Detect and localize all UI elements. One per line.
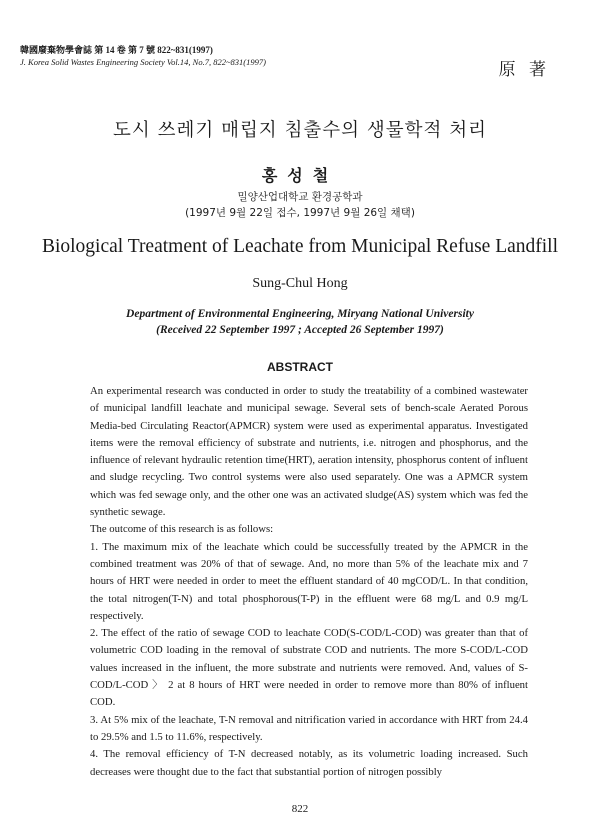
korean-affiliation-block [0,189,600,221]
abstract-heading: ABSTRACT [267,360,333,374]
korean-title: 도시 쓰레기 매립지 침출수의 생물학적 처리 [112,120,488,141]
korean-dates: (1997년 9월 22일 접수, 1997년 9월 26일 채택) [185,207,415,219]
abstract-paragraph: The outcome of this research is as follows: [90,523,274,536]
journal-name-english: J. Korea Solid Wastes Engineering Society Vol.14, No.7, 822~831(1997) [20,57,266,67]
journal-header [20,44,266,68]
english-affiliation: Department of Environmental Engineering, Miryang National University [126,308,474,320]
korean-affiliation: 밀양산업대학교 환경공학과 [237,191,363,203]
english-author: Sung-Chul Hong [252,276,348,291]
english-affiliation-block [0,306,600,338]
article-type-tag: 原 著 [498,60,550,80]
english-dates: (Received 22 September 1997 ; Accepted 26 September 1997) [156,324,444,336]
abstract-paragraph: 3. At 5% mix of the leachate, T-N removal and nitrification varied in accordance with HRT from 24.4 to 29.5% and 1.5 to 11.6%, respectively. [90,713,528,743]
korean-author: 홍성철 [261,166,339,185]
english-title: Biological Treatment of Leachate from Municipal Refuse Landfill [41,236,559,257]
abstract-body [90,383,528,781]
abstract-paragraph: An experimental research was conducted in order to study the treatability of a combined wastewater of municipal landfill leachate and municipal sewage. Several sets of bench-scale Aerated Porous Media-bed Circulating Reactor(APMCR) system were used as experimental apparatus. Investigated items were the removal efficiency of substrate and nutrients, i.e. nitrogen and phosphorus, and the influence of relevant hydraulic retention time(HRT), aeration intensity, phosphorus content of influent and sludge recycling. Two control systems were also used separately. One was a APMCR system which was fed sewage only, and the other one was an activated sludge(AS) system which was fed the synthetic sewage. [90,385,528,519]
journal-name-korean: 韓國廢棄物學會誌 第 14 卷 第 7 號 822~831(1997) [20,45,213,55]
abstract-paragraph: 2. The effect of the ratio of sewage COD to leachate COD(S-COD/L-COD) was greater than that of volumetric COD loading in the removal of substrate COD and nutrients. The more S-COD/L-COD values increased in the influent, the more substrate and nutrients were removed. And, values of S-COD/L-COD 〉 2 at 8 hours of HRT were needed in order to remove more than 80% of influent COD. [90,627,528,709]
abstract-paragraph: 1. The maximum mix of the leachate which could be successfully treated by the APMCR in the combined treatment was 20% of that of sewage. And, no more than 5% of the leachate mix and 7 hours of HRT were needed in order to meet the effluent standard of 40 mgCOD/L. In that condition, the total nitrogen(T-N) and total phosphorous(T-P) in the effluent were 68 mg/L and 0.9 mg/L respectively. [90,540,528,622]
abstract-paragraph: 4. The removal efficiency of T-N decreased notably, as its volumetric loading increased. Such decreases were thought due to the fact that substantial portion of nitrogen possibly [90,748,528,778]
page-number: 822 [291,803,309,815]
